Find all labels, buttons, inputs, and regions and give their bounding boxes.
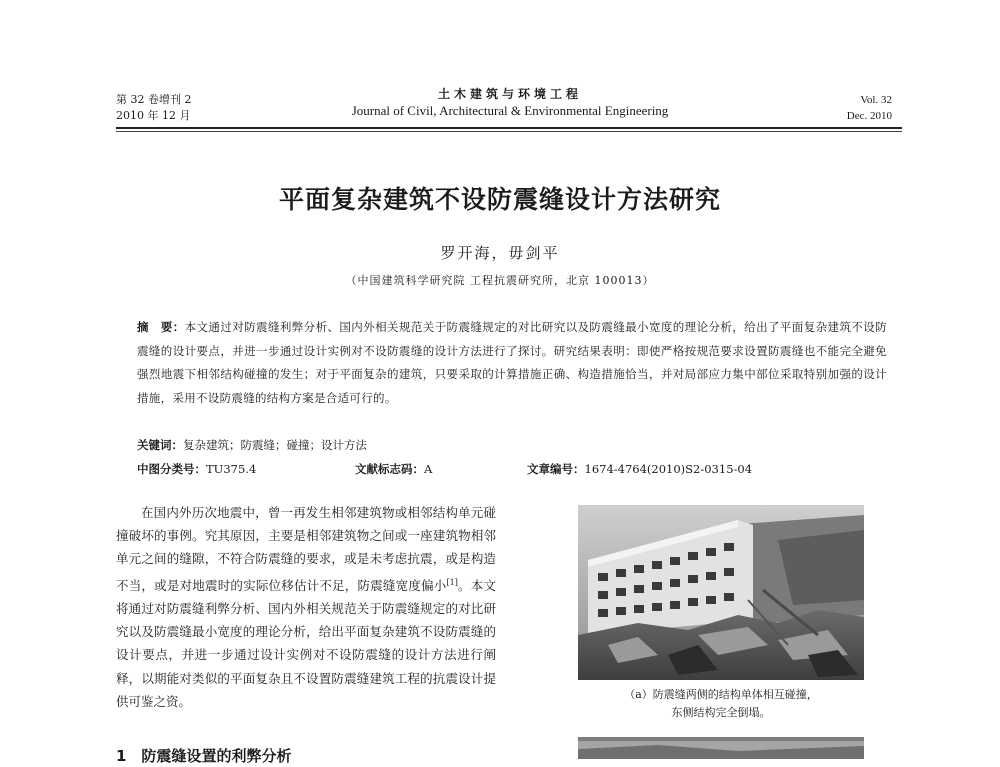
intro-body (116, 501, 496, 713)
intro-text-a: 在国内外历次地震中，曾一再发生相邻建筑物或相邻结构单元碰撞破坏的事例。究其原因，主要是相邻建筑物之间或一座建筑物相邻单元之间的缝隙，不符合防震缝的要求，或是未考虑抗震，或是构造不当，或是对地震时的实际位移估计不足，防震缝宽度偏小 (116, 505, 496, 593)
header-date-en: Dec. 2010 (846, 110, 892, 122)
figure-caption-line1: （a）防震缝两侧的结构单体相互碰撞， (624, 688, 818, 701)
intro-paragraph (116, 501, 496, 713)
figure-caption-line2: 东侧结构完全倒塌。 (671, 706, 771, 719)
figure-second-photo-top (578, 737, 864, 767)
paper-authors: 罗开海，毋剑平 (440, 244, 560, 262)
doc-value: A (424, 462, 433, 476)
article-value: 1674-4764(2010)S2-0315-04 (584, 462, 753, 476)
figure-caption (578, 686, 864, 722)
header-volume-en (847, 92, 892, 124)
clc-number (137, 461, 256, 477)
header-date-cn: 2010 年 12 月 (116, 109, 191, 122)
header-vol: Vol. 32 (860, 94, 892, 106)
article-number (527, 461, 752, 477)
header-volume: 第 32 卷增刊 2 (116, 93, 192, 106)
header-journal-name (300, 86, 720, 120)
intro-text-b: 。本文将通过对防震缝利弊分析、国内外相关规范关于防震缝规定的对比研究以及防震缝最小宽度的理论分析，给出平面复杂建筑不设防震缝的设计要点，并进一步通过设计实例对不设防震缝的设计方法进行阐释，以期能对类似的平面复杂且不设置防震缝建筑工程的抗震设计提供可鉴之资。 (116, 577, 496, 709)
paper-title: 平面复杂建筑不设防震缝设计方法研究 (278, 185, 721, 214)
header-rule-thin (116, 131, 902, 132)
abstract-text: 本文通过对防震缝利弊分析、国内外相关规范关于防震缝规定的对比研究以及防震缝最小宽度的理论分析，给出了平面复杂建筑不设防震缝的设计要点，并进一步通过设计实例对不设防震缝的设计方法进行了探讨。研究结果表明：即使严格按规范要求设置防震缝也不能完全避免强烈地震下相邻结构碰撞的发生；对于平面复杂的建筑，只要采取的计算措施正确、构造措施恰当，并对局部应力集中部位采取特别加强的设计措施，采用不设防震缝的结构方案是合适可行的。 (137, 320, 887, 405)
section-heading: 1 防震缝设置的利弊分析 (116, 747, 292, 765)
header-rule-thick (116, 127, 902, 129)
clc-label: 中图分类号： (137, 462, 206, 476)
second-photo (578, 737, 864, 759)
article-label: 文章编号： (527, 462, 585, 476)
figure-collapsed-building (578, 505, 864, 680)
citation-ref: [1] (446, 577, 458, 587)
paper-affiliation: （中国建筑科学研究院 工程抗震研究所，北京 100013） (345, 274, 655, 287)
journal-name-en: Journal of Civil, Architectural & Environmental Engineering (351, 103, 669, 118)
abstract (137, 316, 887, 410)
abstract-label: 摘 要： (137, 320, 185, 334)
header-volume-info (116, 92, 192, 124)
clc-value: TU375.4 (206, 462, 257, 476)
keywords-text: 复杂建筑；防震缝；碰撞；设计方法 (183, 438, 367, 452)
doc-label: 文献标志码： (355, 462, 424, 476)
keywords-label: 关键词： (137, 438, 183, 452)
building-photo (578, 505, 864, 680)
document-code (355, 461, 432, 477)
keywords (137, 437, 887, 453)
journal-name-cn: 土木建筑与环境工程 (437, 87, 582, 101)
